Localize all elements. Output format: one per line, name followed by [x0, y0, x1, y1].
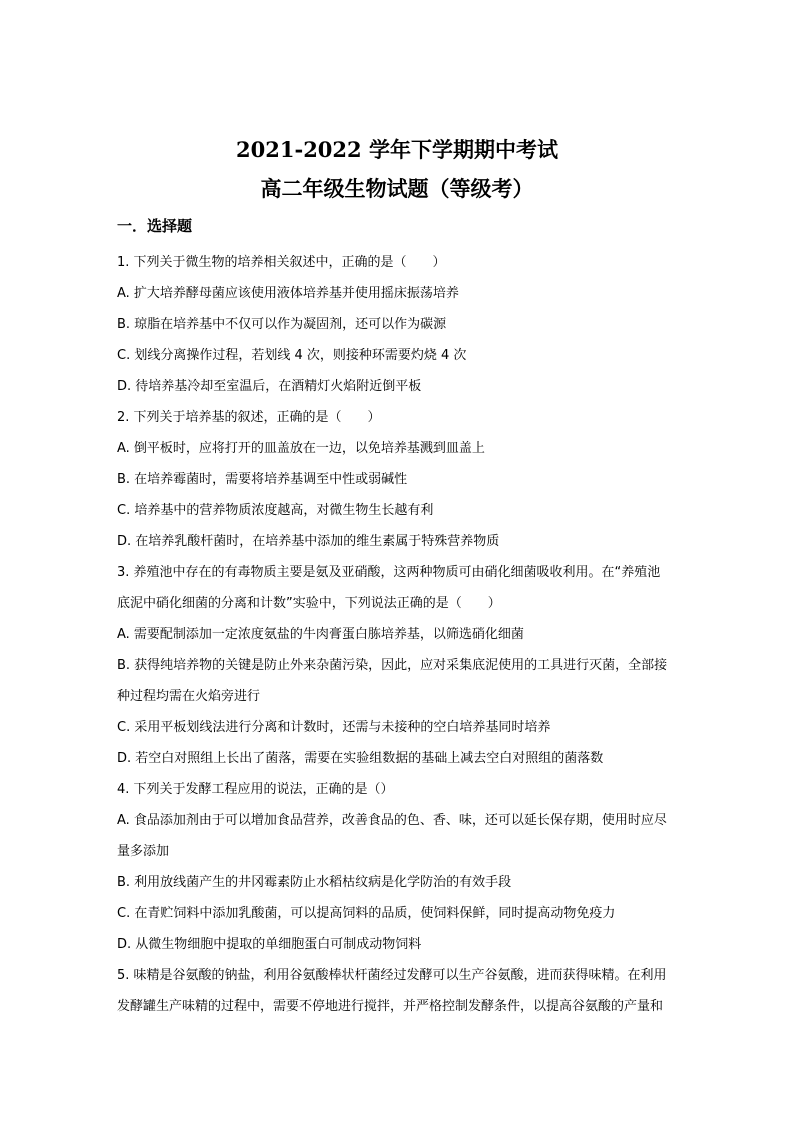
question-2-option-a: A. 倒平板时，应将打开的皿盖放在一边，以免培养基溅到皿盖上: [117, 441, 485, 456]
question-3-option-a: A. 需要配制添加一定浓度氨盐的牛肉膏蛋白胨培养基，以筛选硝化细菌: [117, 627, 524, 642]
question-4-option-a-line-2: 量多添加: [117, 844, 170, 859]
question-list: [117, 247, 682, 1022]
exam-subtitle: 高二年级生物试题（等级考）: [260, 176, 534, 201]
question-1-option-d: D. 待培养基冷却至室温后，在酒精灯火焰附近倒平板: [117, 379, 422, 394]
question-4-option-a-line-1: A. 食品添加剂由于可以增加食品营养，改善食品的色、香、味，还可以延长保存期，使用时应尽: [117, 813, 667, 828]
question-2-stem: 2. 下列关于培养基的叙述，正确的是（ ）: [117, 410, 381, 425]
question-3-stem-line-2: 底泥中硝化细菌的分离和计数”实验中，下列说法正确的是（ ）: [117, 596, 501, 611]
question-3-option-b-line-2: 种过程均需在火焰旁进行: [117, 689, 261, 704]
question-5-stem-line-1: 5. 味精是谷氨酸的钠盐，利用谷氨酸棒状杆菌经过发酵可以生产谷氨酸，进而获得味精。在利用: [117, 968, 667, 983]
question-1-option-a: A. 扩大培养酵母菌应该使用液体培养基并使用摇床振荡培养: [117, 286, 459, 301]
question-4-option-b: B. 利用放线菌产生的井冈霉素防止水稻枯纹病是化学防治的有效手段: [117, 875, 512, 890]
question-5-stem-line-2: 发酵罐生产味精的过程中，需要不停地进行搅拌，并严格控制发酵条件，以提高谷氨酸的产量和: [117, 999, 664, 1014]
question-1-option-c: C. 划线分离操作过程，若划线 4 次，则接种环需要灼烧 4 次: [117, 348, 467, 363]
section-heading: 一．选择题: [117, 217, 193, 235]
question-3-stem-line-1: 3. 养殖池中存在的有毒物质主要是氨及亚硝酸，这两种物质可由硝化细菌吸收利用。在“养殖池: [117, 565, 661, 580]
question-3-option-b-line-1: B. 获得纯培养物的关键是防止外来杂菌污染，因此，应对采集底泥使用的工具进行灭菌，全部接: [117, 658, 668, 673]
question-4-option-c: C. 在青贮饲料中添加乳酸菌，可以提高饲料的品质，使饲料保鲜，同时提高动物免疫力: [117, 906, 616, 921]
question-4-option-d: D. 从微生物细胞中提取的单细胞蛋白可制成动物饲料: [117, 937, 422, 952]
question-2-option-b: B. 在培养霉菌时，需要将培养基调至中性或弱碱性: [117, 472, 408, 487]
question-4-stem: 4. 下列关于发酵工程应用的说法，正确的是（）: [117, 782, 394, 797]
exam-title: 2021-2022 学年下学期期中考试: [236, 137, 558, 162]
question-1-option-b: B. 琼脂在培养基中不仅可以作为凝固剂，还可以作为碳源: [117, 317, 447, 332]
question-3-option-d: D. 若空白对照组上长出了菌落，需要在实验组数据的基础上减去空白对照组的菌落数: [117, 751, 604, 766]
question-3-option-c: C. 采用平板划线法进行分离和计数时，还需与未接种的空白培养基同时培养: [117, 720, 551, 735]
question-2-option-d: D. 在培养乳酸杆菌时，在培养基中添加的维生素属于特殊营养物质: [117, 534, 500, 549]
question-1-stem: 1. 下列关于微生物的培养相关叙述中，正确的是（ ）: [117, 255, 446, 270]
question-2-option-c: C. 培养基中的营养物质浓度越高，对微生物生长越有利: [117, 503, 434, 518]
